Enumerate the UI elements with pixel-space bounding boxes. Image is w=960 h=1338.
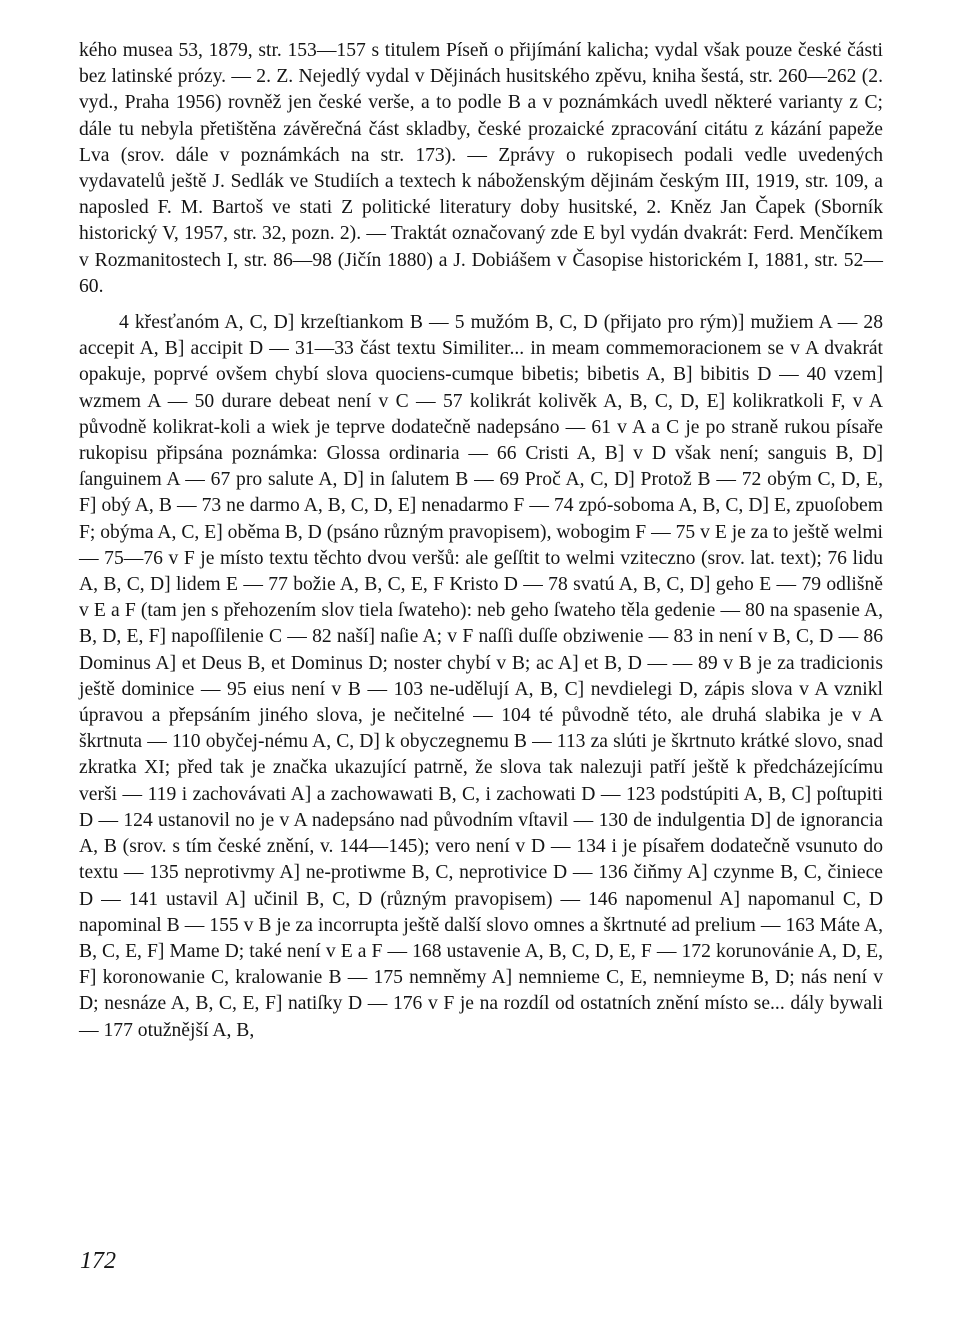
- page-body: [79, 38, 883, 1044]
- page-number: 172: [80, 1248, 116, 1274]
- bibliographic-note-paragraph: kého musea 53, 1879, str. 153—157 s titulem Píseň o přijímání kalicha; vydal však pouze české části bez latinské prózy. — 2. Z. Nejedlý vydal v Dějinách husitského zpěvu, kniha šestá, str. 260—262 (2. vyd., Praha 1956) rovněž jen české verše, a to podle B a v poznámkách uvedl některé varianty z C; dále tu nebyla přetištěna závěrečná část skladby, české prozaické zpracování citátu z kázání papeže Lva (srov. dále v poznámkách na str. 173). — Zprávy o rukopisech podali vedle uvedených vydavatelů ještě J. Sedlák ve Studiích a textech k náboženským dějinám českým III, 1919, str. 109, a naposled F. M. Bartoš ve stati Z politické literatury doby husitské, 2. Kněz Jan Čapek (Sborník historický V, 1957, str. 32, pozn. 2). — Traktát označovaný zde E byl vydán dvakrát: Ferd. Menčíkem v Rozmanitostech I, str. 86—98 (Jičín 1880) a J. Dobiášem v Časopise historickém I, 1881, str. 52—60.: [79, 40, 883, 297]
- textual-commentary-paragraph: 4 křesťanóm A, C, D] krzeſtiankom B — 5 mužóm B, C, D (přijato pro rým)] mužiem A — 28 accepit A, B] accipit D — 31—33 část textu Similiter... in meam commemoracionem se v A dvakrát opakuje, poprvé ovšem chybí slova quociens-cumque bibetis; bibetis A, B] bibitis D — 40 vzem] wzmem A — 50 durare debeat není v C — 57 kolikrát kolivěk A, B, C, D, E] kolikratkoli F, v A původně kolikrat-koli a wiek je teprve dodatečně nadepsáno — 61 v A a C je po straně rukou písaře rukopisu připsána poznámka: Glossa ordinaria — 66 Cristi A, B] v D však není; sanguis B, D] ſanguinem A — 67 pro salute A, D] in ſalutem B — 69 Proč A, C, D] Protož B — 72 obým C, D, E, F] obý A, B — 73 ne darmo A, B, C, D, E] nenadarmo F — 74 zpó-soboma A, B, C, D] E, zpuoſobem F; obýma A, C, E] oběma B, D (psáno různým pravopisem), wobogim F — 75 v E je za to ještě welmi — 75—76 v F je místo textu těchto dvou veršů: ale geſſtit to welmi vziteczno (srov. lat. text); 76 lidu A, B, C, D] lidem E — 77 božie A, B, C, E, F Kristo D — 78 svatú A, B, C, D] geho E — 79 odlišně v E a F (tam jen s přehozením slov tiela ſwateho): neb geho ſwateho těla gedenie — 80 na spasenie A, B, D, E, F] napoſſilenie C — 82 naší] naſie A; v F naſſi duſſe obziwenie — 83 in není v B, C, D — 86 Dominus A] et Deus B, et Dominus D; noster chybí v B; ac A] et B, D — — 89 v B je za tradicionis ještě dominice — 95 eius není v B — 103 ne-udělují A, B, C] nevdielegi D, zápis slova v A vznikl úpravou a přepsáním jiného slova, je nečitelné — 104 té původně této, ale druhá slabika je v A škrtnuta — 110 obyčej-nému A, C, D] k obyczegnemu B — 113 za slúti je škrtnuto krátké slovo, snad zkratka XI; před tak je značka ukazující patrně, že slova tak nalezuji patří ještě k předcházejícímu verši — 119 i zachovávati A] a zachowawati B, C, i zachowati D — 123 podstúpiti A, B, C] poſtupiti D — 124 ustanovil no je v A nadepsáno nad původním vſtavil — 130 de indulgentia D] de ignorancia A, B (srov. s tím české znění, v. 144—145); vero není v D — 134 i je písařem dodatečně vsunuto do textu — 135 neprotivmy A] ne-protiwme B, C, neprotivice D — 136 čiňmy A] czynme B, C, činiece D — 141 ustavil A] učinil B, C, D (různým pravopisem) — 146 napomenul A] napomanul C, D napominal B — 155 v B je za incorrupta ještě další slovo omnes a škrtnuté ad prelium — 163 Máte A, B, C, E, F] Mame D; také není v E a F — 168 ustavenie A, B, C, D, E, F — 172 korunovánie A, D, E, F] koronowanie C, kralowanie B — 175 nemněmy A] nemnieme C, E, nemnieyme B, D; nás není v D; nesnáze A, B, C, E, F] natiſky D — 176 v F je na rozdíl od ostatních znění místo se... dály bywali — 177 otužnější A, B,: [79, 312, 883, 1041]
